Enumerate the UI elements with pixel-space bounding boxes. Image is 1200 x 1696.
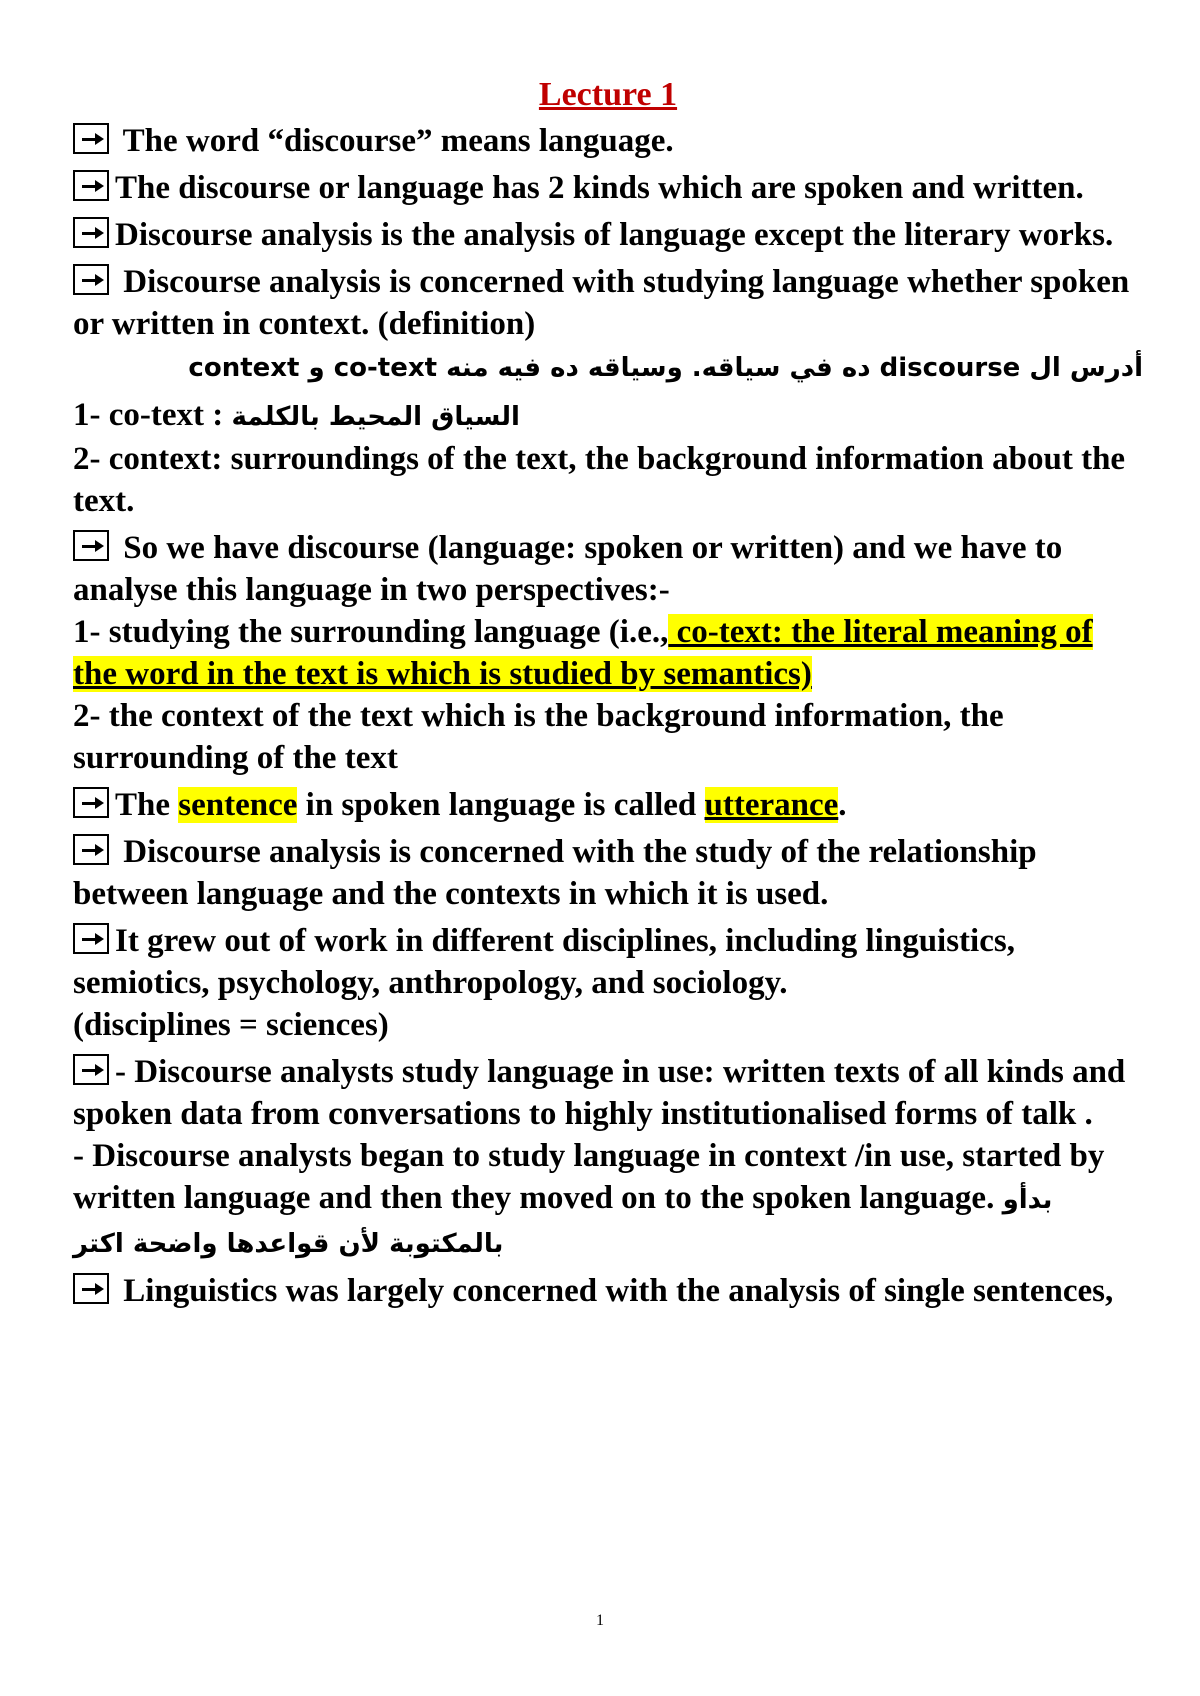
- document-page: [73, 70, 1143, 1317]
- arrow-icon: [73, 217, 109, 248]
- paragraph-10-arabic: بدأو بالمكتوبة لأن قواعدها واضحة اكتر: [73, 1185, 1053, 1259]
- arrow-icon: [73, 264, 109, 295]
- paragraph-2: [73, 167, 1143, 209]
- paragraph-3: [73, 214, 1143, 256]
- arrow-icon: [73, 170, 109, 201]
- paragraph-8-note: (disciplines = sciences): [73, 1007, 389, 1043]
- perspective-1-prefix: 1- studying the surrounding language (i.e.,: [73, 614, 669, 650]
- perspective-1-highlight: co-text: the literal meaning of the word in the text is which is studied by semantics): [73, 614, 1093, 692]
- cotext-definition: [73, 394, 1143, 438]
- paragraph-5: [73, 527, 1143, 611]
- paragraph-8-text: It grew out of work in different disciplines, including linguistics, semiotics, psychology, anthropology, and sociology.: [73, 923, 1015, 1001]
- paragraph-7-text: Discourse analysis is concerned with the study of the relationship between language and the contexts in which it is used.: [73, 834, 1037, 912]
- arrow-icon: [73, 123, 109, 154]
- page-title: Lecture 1: [538, 76, 678, 113]
- arrow-icon: [73, 1054, 109, 1085]
- arrow-icon: [73, 787, 109, 818]
- paragraph-11-text: Linguistics was largely concerned with the analysis of single sentences,: [115, 1273, 1114, 1309]
- paragraph-4-text: Discourse analysis is concerned with studying language whether spoken or written in context. (definition): [73, 264, 1130, 342]
- paragraph-9-text: - Discourse analysts study language in use: written texts of all kinds and spoken data from conversations to highly institutionalised forms of talk .: [73, 1054, 1126, 1132]
- context-definition: 2- context: surroundings of the text, the background information about the text.: [73, 441, 1126, 519]
- paragraph-1-text: The word “discourse” means language.: [115, 123, 674, 159]
- paragraph-9: [73, 1051, 1143, 1135]
- cotext-label: 1- co-text :: [73, 397, 232, 433]
- arrow-icon: [73, 834, 109, 865]
- perspective-1: [73, 611, 1143, 695]
- arrow-icon: [73, 923, 109, 954]
- paragraph-2-text: The discourse or language has 2 kinds which are spoken and written.: [115, 170, 1084, 206]
- cotext-arabic: السياق المحيط بالكلمة: [231, 402, 520, 432]
- perspective-2: 2- the context of the text which is the background information, the surrounding of the text: [73, 698, 1004, 776]
- arrow-icon: [73, 530, 109, 561]
- arabic-note-1: [73, 345, 1143, 389]
- paragraph-11: [73, 1270, 1143, 1312]
- paragraph-10-text: - Discourse analysts began to study language in context /in use, started by written language and then they moved on to the spoken language.: [73, 1138, 1105, 1216]
- paragraph-7: [73, 831, 1143, 915]
- arabic-note-1-text: أدرس ال discourse ده في سياقه. وسياقه ده فيه منه co-text و context: [188, 353, 1143, 383]
- paragraph-6-part-3: .: [838, 787, 847, 823]
- paragraph-1: [73, 120, 1143, 162]
- paragraph-6-part-2: in spoken language is called: [297, 787, 705, 823]
- paragraph-6-part-1: The: [115, 787, 179, 823]
- highlight-utterance: utterance: [704, 787, 839, 823]
- arrow-icon: [73, 1273, 109, 1304]
- paragraph-10: [73, 1135, 1143, 1265]
- paragraph-6: [73, 784, 1143, 826]
- page-number: 1: [596, 1612, 604, 1629]
- paragraph-5-text: So we have discourse (language: spoken or written) and we have to analyse this language in two perspectives:-: [73, 530, 1063, 608]
- paragraph-4: [73, 261, 1143, 345]
- paragraph-3-text: Discourse analysis is the analysis of language except the literary works.: [115, 217, 1114, 253]
- highlight-sentence: sentence: [178, 787, 298, 823]
- paragraph-8: [73, 920, 1143, 1004]
